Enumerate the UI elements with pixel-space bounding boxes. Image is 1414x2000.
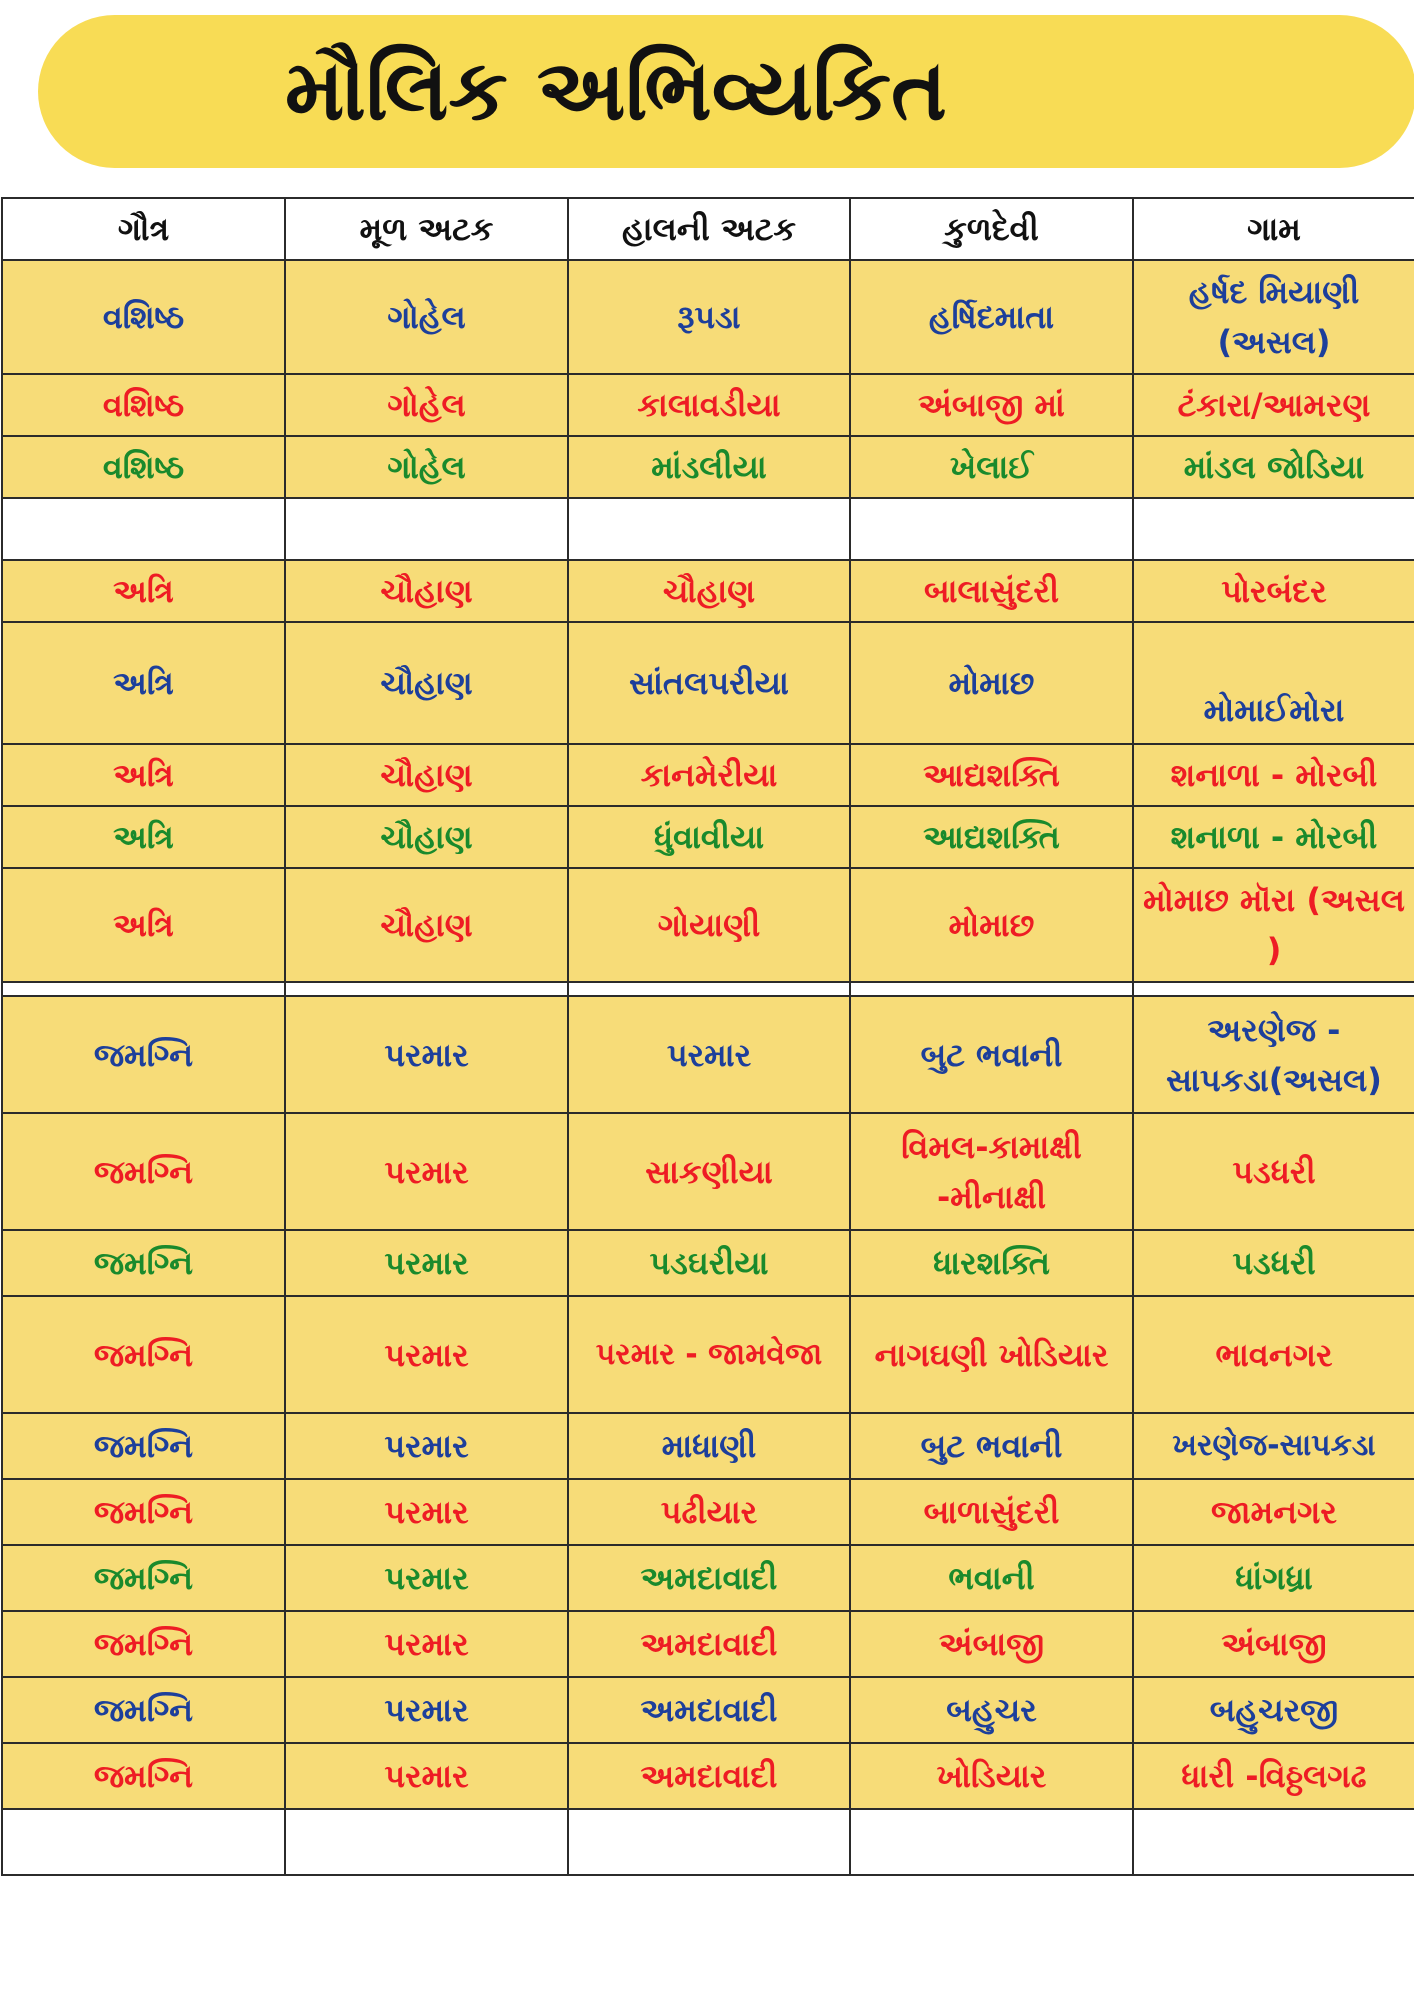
- cell-original-surname: ચૌહાણ: [285, 806, 568, 868]
- cell-current-surname: પઢીયાર: [568, 1479, 850, 1545]
- cell-original-surname: પરમાર: [285, 1611, 568, 1677]
- table-row: [2, 1296, 1414, 1413]
- cell-original-surname: પરમાર: [285, 1743, 568, 1809]
- cell-current-surname: અમદાવાદી: [568, 1545, 850, 1611]
- cell-village: પડધરી: [1133, 1113, 1414, 1230]
- cell-original-surname: પરમાર: [285, 1545, 568, 1611]
- table-row: [2, 1230, 1414, 1296]
- cell-kuldevi: આદ્યશક્તિ: [850, 744, 1133, 806]
- cell-gotra: વશિષ્ઠ: [2, 436, 285, 498]
- cell-original-surname: પરમાર: [285, 996, 568, 1113]
- cell-original-surname: ચૌહાણ: [285, 622, 568, 744]
- table-row: [2, 1545, 1414, 1611]
- cell-kuldevi: અંબાજી: [850, 1611, 1133, 1677]
- gotra-table: [1, 197, 1414, 1876]
- cell-kuldevi: મોમાછ: [850, 868, 1133, 982]
- cell-current-surname: ધુંવાવીયા: [568, 806, 850, 868]
- header-gotra: ગૌત્ર: [2, 198, 285, 260]
- table-row: [2, 260, 1414, 374]
- cell-kuldevi: હર્ષિદમાતા: [850, 260, 1133, 374]
- page-title: મૌલિક અભિવ્યકિત: [285, 41, 947, 139]
- cell-village: પોરબંદર: [1133, 560, 1414, 622]
- cell-current-surname: માંડલીયા: [568, 436, 850, 498]
- cell-current-surname: રૂપડા: [568, 260, 850, 374]
- table-row: [2, 744, 1414, 806]
- cell-village: શનાળા - મોરબી: [1133, 744, 1414, 806]
- cell-kuldevi: બાળાસુંદરી: [850, 1479, 1133, 1545]
- cell-gotra: અત્રિ: [2, 560, 285, 622]
- separator-row: [2, 982, 1414, 996]
- cell-village: હર્ષદ મિયાણી (અસલ): [1133, 260, 1414, 374]
- cell-current-surname: ગોયાણી: [568, 868, 850, 982]
- table-row: [2, 1677, 1414, 1743]
- cell-village: અંબાજી: [1133, 1611, 1414, 1677]
- header-village: ગામ: [1133, 198, 1414, 260]
- cell-village: અરણેજ - સાપકડા(અસલ): [1133, 996, 1414, 1113]
- cell-gotra: વશિષ્ઠ: [2, 374, 285, 436]
- cell-gotra: અત્રિ: [2, 622, 285, 744]
- cell-gotra: જમગ્નિ: [2, 1113, 285, 1230]
- header-row: [2, 198, 1414, 260]
- cell-kuldevi: ભવાની: [850, 1545, 1133, 1611]
- cell-original-surname: ગોહેલ: [285, 374, 568, 436]
- cell-current-surname: કાલાવડીયા: [568, 374, 850, 436]
- cell-village: ધારી -વિઠ્ઠલગઢ: [1133, 1743, 1414, 1809]
- cell-gotra: જમગ્નિ: [2, 1545, 285, 1611]
- cell-original-surname: ગોહેલ: [285, 436, 568, 498]
- cell-current-surname: ચૌહાણ: [568, 560, 850, 622]
- cell-gotra: જમગ્નિ: [2, 996, 285, 1113]
- header-current-surname: હાલની અટક: [568, 198, 850, 260]
- cell-kuldevi: બુટ ભવાની: [850, 996, 1133, 1113]
- cell-gotra: અત્રિ: [2, 806, 285, 868]
- table-row: [2, 806, 1414, 868]
- cell-current-surname: પરમાર - જામવેજા: [568, 1296, 850, 1413]
- cell-village: મોમાઈમોરા: [1133, 622, 1414, 744]
- table-row: [2, 868, 1414, 982]
- cell-gotra: અત્રિ: [2, 744, 285, 806]
- cell-original-surname: પરમાર: [285, 1677, 568, 1743]
- cell-gotra: જમગ્નિ: [2, 1611, 285, 1677]
- header-kuldevi: કુળદેવી: [850, 198, 1133, 260]
- table-row: [2, 1743, 1414, 1809]
- cell-current-surname: પરમાર: [568, 996, 850, 1113]
- cell-original-surname: પરમાર: [285, 1413, 568, 1479]
- cell-current-surname: અમદાવાદી: [568, 1743, 850, 1809]
- cell-original-surname: પરમાર: [285, 1230, 568, 1296]
- cell-gotra: જમગ્નિ: [2, 1230, 285, 1296]
- table-row: [2, 1479, 1414, 1545]
- table-row: [2, 622, 1414, 744]
- cell-village: ટંકારા/આમરણ: [1133, 374, 1414, 436]
- cell-village: ભાવનગર: [1133, 1296, 1414, 1413]
- cell-current-surname: માધાણી: [568, 1413, 850, 1479]
- cell-gotra: વશિષ્ઠ: [2, 260, 285, 374]
- table-row: [2, 996, 1414, 1113]
- cell-gotra: અત્રિ: [2, 868, 285, 982]
- cell-original-surname: ગોહેલ: [285, 260, 568, 374]
- cell-kuldevi: બહુચર: [850, 1677, 1133, 1743]
- cell-original-surname: ચૌહાણ: [285, 868, 568, 982]
- cell-gotra: જમગ્નિ: [2, 1413, 285, 1479]
- cell-kuldevi: આદ્યશક્તિ: [850, 806, 1133, 868]
- table-row: [2, 1113, 1414, 1230]
- cell-village: મોમાછ મૉરા (અસલ ): [1133, 868, 1414, 982]
- cell-original-surname: પરમાર: [285, 1479, 568, 1545]
- cell-current-surname: કાનમેરીયા: [568, 744, 850, 806]
- cell-village: શનાળા - મોરબી: [1133, 806, 1414, 868]
- cell-current-surname: સાંતલપરીયા: [568, 622, 850, 744]
- cell-original-surname: પરમાર: [285, 1296, 568, 1413]
- cell-kuldevi: અંબાજી માં: [850, 374, 1133, 436]
- cell-current-surname: સાકણીયા: [568, 1113, 850, 1230]
- cell-current-surname: પડઘરીયા: [568, 1230, 850, 1296]
- cell-kuldevi: બુટ ભવાની: [850, 1413, 1133, 1479]
- cell-kuldevi: બાલાસુંદરી: [850, 560, 1133, 622]
- cell-kuldevi: ખોડિયાર: [850, 1743, 1133, 1809]
- cell-village: જામનગર: [1133, 1479, 1414, 1545]
- cell-original-surname: ચૌહાણ: [285, 744, 568, 806]
- table-row: [2, 560, 1414, 622]
- cell-kuldevi: મોમાછ: [850, 622, 1133, 744]
- table-row: [2, 436, 1414, 498]
- cell-village: માંડલ જોડિયા: [1133, 436, 1414, 498]
- cell-kuldevi: વિમલ-કામાક્ષી -મીનાક્ષી: [850, 1113, 1133, 1230]
- cell-gotra: જમગ્નિ: [2, 1296, 285, 1413]
- header-original-surname: મૂળ અટક: [285, 198, 568, 260]
- cell-kuldevi: ધારશક્તિ: [850, 1230, 1133, 1296]
- cell-kuldevi: નાગઘણી ખોડિયાર: [850, 1296, 1133, 1413]
- blank-row: [2, 498, 1414, 560]
- cell-current-surname: અમદાવાદી: [568, 1677, 850, 1743]
- cell-village: બહુચરજી: [1133, 1677, 1414, 1743]
- cell-kuldevi: ખેલાઈ: [850, 436, 1133, 498]
- table-row: [2, 1611, 1414, 1677]
- blank-row: [2, 1809, 1414, 1875]
- cell-gotra: જમગ્નિ: [2, 1743, 285, 1809]
- cell-gotra: જમગ્નિ: [2, 1479, 285, 1545]
- table-row: [2, 1413, 1414, 1479]
- cell-current-surname: અમદાવાદી: [568, 1611, 850, 1677]
- table-row: [2, 374, 1414, 436]
- cell-original-surname: ચૌહાણ: [285, 560, 568, 622]
- cell-village: ખરણેજ-સાપકડા: [1133, 1413, 1414, 1479]
- cell-gotra: જમગ્નિ: [2, 1677, 285, 1743]
- cell-village: ધાંગધ્રા: [1133, 1545, 1414, 1611]
- cell-village: પડધરી: [1133, 1230, 1414, 1296]
- cell-original-surname: પરમાર: [285, 1113, 568, 1230]
